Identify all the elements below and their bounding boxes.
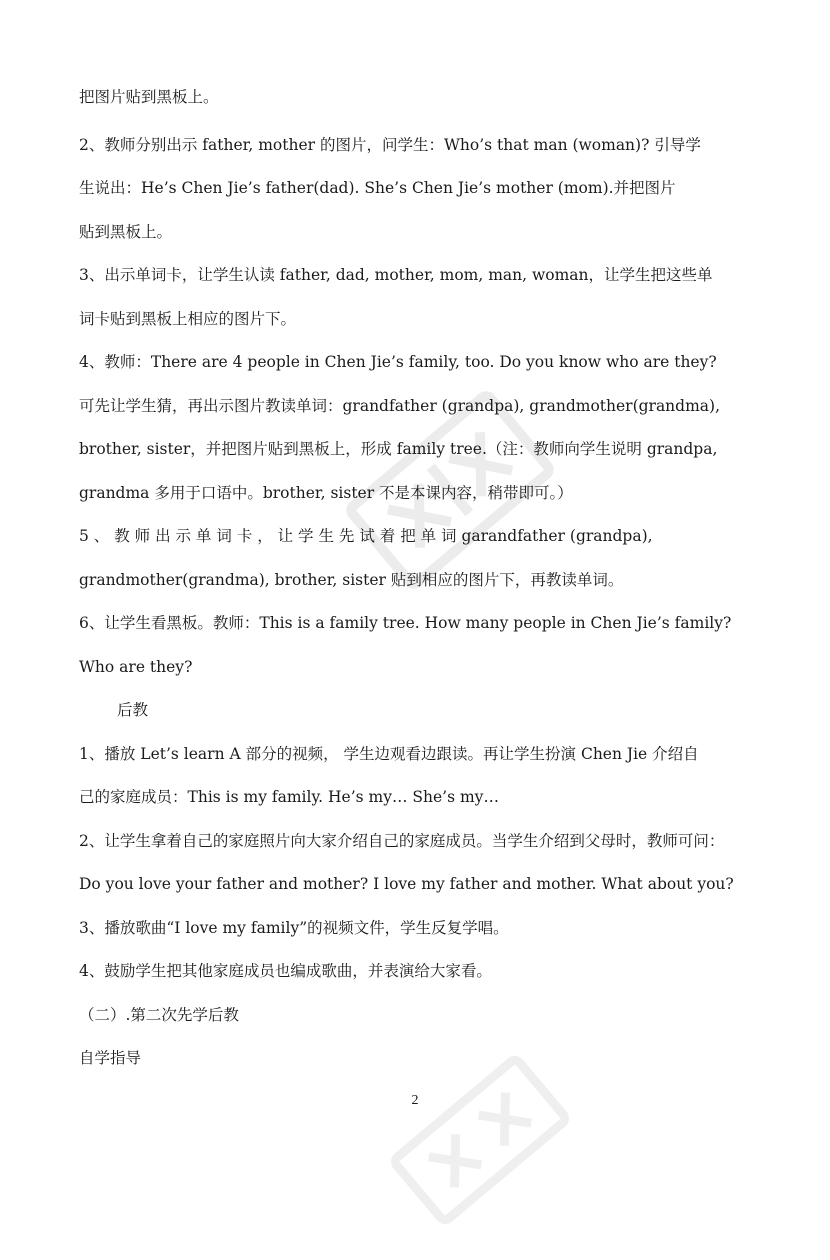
text-line: 己的家庭成员：This is my family. He’s my… She’s my… bbox=[79, 788, 499, 806]
text-line: 6、让学生看黑板。教师：This is a family tree. How many people in Chen Jie’s family? bbox=[79, 614, 732, 632]
text-line: 3、出示单词卡，让学生认读 father, dad, mother, mom, man, woman，让学生把这些单 bbox=[79, 266, 713, 284]
text-line: 1、播放 Let’s learn A 部分的视频， 学生边观看边跟读。再让学生扮演 Chen Jie 介绍自 bbox=[79, 745, 699, 763]
text-line: 词卡贴到黑板上相应的图片下。 bbox=[79, 310, 297, 328]
watermark-stamp-lower bbox=[360, 1020, 600, 1260]
text-line: Do you love your father and mother? I love my father and mother. What about you? bbox=[79, 875, 734, 893]
section-heading: 自学指导 bbox=[79, 1049, 142, 1067]
text-line: Who are they? bbox=[79, 658, 193, 676]
text-line: 贴到黑板上。 bbox=[79, 223, 173, 241]
section-heading: 后教 bbox=[117, 701, 149, 719]
text-line: 2、教师分别出示 father, mother 的图片，问学生：Who’s that man (woman)? 引导学 bbox=[79, 136, 701, 154]
text-line: 5 、 教 师 出 示 单 词 卡 ， 让 学 生 先 试 着 把 单 词 garandfather (grandpa), bbox=[79, 527, 653, 545]
text-line: 把图片贴到黑板上。 bbox=[79, 88, 219, 106]
text-line: grandma 多用于口语中。brother, sister 不是本课内容，稍带即可。） bbox=[79, 484, 573, 502]
text-line: 可先让学生猜，再出示图片教读单词：grandfather (grandpa), grandmother(grandma), bbox=[79, 397, 721, 415]
section-heading: （二）.第二次先学后教 bbox=[79, 1006, 239, 1024]
text-line: 4、鼓励学生把其他家庭成员也编成歌曲，并表演给大家看。 bbox=[79, 962, 492, 980]
text-line: 4、教师：There are 4 people in Chen Jie’s family, too. Do you know who are they? bbox=[79, 353, 717, 371]
text-line: brother, sister，并把图片贴到黑板上，形成 family tree.（注：教师向学生说明 grandpa, bbox=[79, 440, 718, 458]
text-line: grandmother(grandma), brother, sister 贴到相应的图片下，再教读单词。 bbox=[79, 571, 624, 589]
text-line: 2、让学生拿着自己的家庭照片向大家介绍自己的家庭成员。当学生介绍到父母时，教师可问： bbox=[79, 832, 725, 850]
page-number: 2 bbox=[411, 1093, 419, 1108]
text-line: 3、播放歌曲“I love my family”的视频文件，学生反复学唱。 bbox=[79, 919, 509, 937]
text-line: 生说出：He’s Chen Jie’s father(dad). She’s Chen Jie’s mother (mom).并把图片 bbox=[79, 179, 676, 197]
